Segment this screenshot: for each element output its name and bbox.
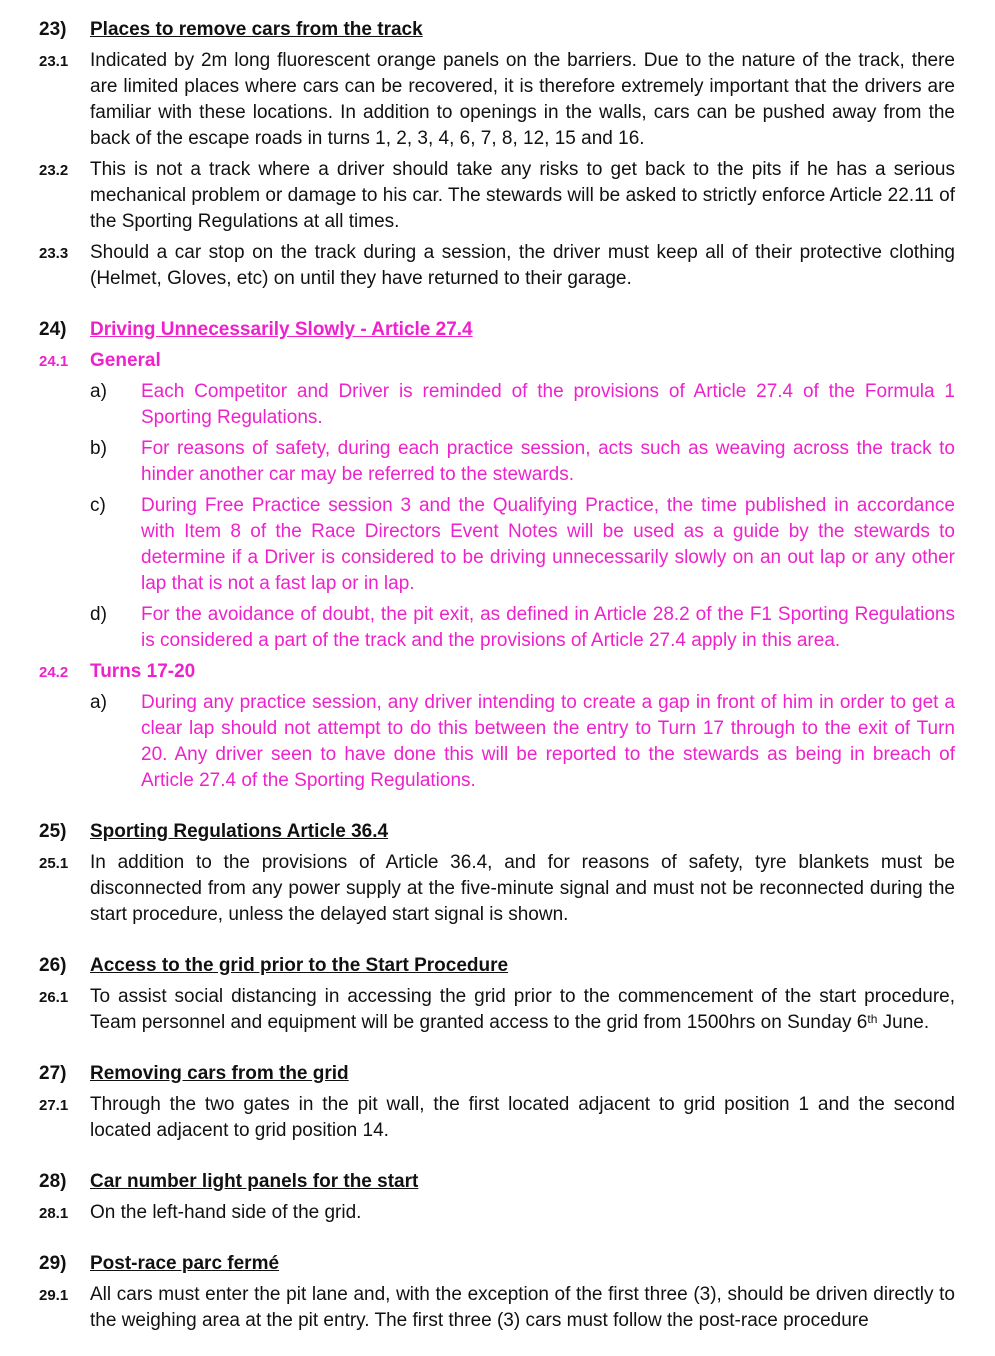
list-item-label: b) (90, 438, 107, 459)
section-header (0, 317, 995, 343)
list-item-text: Each Competitor and Driver is reminded of the provisions of Article 27.4 of the Formula 1 Sporting Regulations. (141, 381, 955, 428)
section-header (0, 1251, 995, 1277)
subsection-text: Should a car stop on the track during a session, the driver must keep all of their protective clothing (Helmet, Gloves, etc) on until they have returned to their garage. (90, 242, 955, 289)
list-item-label: a) (90, 692, 107, 713)
section-28 (0, 1169, 995, 1226)
list-item (0, 602, 995, 654)
list-item (0, 493, 995, 597)
subsection-title: Turns 17-20 (90, 661, 196, 682)
list-item (0, 436, 995, 488)
subsection-text-after: June. (877, 1012, 930, 1033)
list-item (0, 690, 995, 794)
subsection-27-1 (0, 1092, 995, 1144)
list-item-label: a) (90, 381, 107, 402)
subsection-number: 25.1 (39, 855, 69, 872)
section-number: 28) (39, 1171, 67, 1192)
subsection-text: All cars must enter the pit lane and, with the exception of the first three (3), should be driven directly to the weighing area at the pit entry. The first three (3) cars must follow the post-race procedure (90, 1284, 955, 1331)
section-header (0, 819, 995, 845)
subsection-26-1 (0, 984, 995, 1036)
subsection-number: 23.3 (39, 245, 69, 262)
section-24 (0, 317, 995, 794)
subsection-number: 27.1 (39, 1097, 69, 1114)
subsection-text: This is not a track where a driver should take any risks to get back to the pits if he has a serious mechanical problem or damage to his car. The stewards will be asked to strictly enforce Article 22.11 of the Sporting Regulations at all times. (90, 159, 955, 232)
subsection-23-3 (0, 240, 995, 292)
subsection-28-1 (0, 1200, 995, 1226)
section-header (0, 1169, 995, 1195)
list-item-text: During any practice session, any driver intending to create a gap in front of him in order to get a clear lap should not attempt to do this between the entry to Turn 17 through to the exit of Turn 20. Any driver seen to have done this will be reported to the stewards as being in breach of Article 27.4 of the Sporting Regulations. (141, 692, 955, 791)
list-item-text: For the avoidance of doubt, the pit exit, as defined in Article 28.2 of the F1 Sporting Regulations is considered a part of the track and the provisions of Article 27.4 apply in this area. (141, 604, 955, 651)
subsection-number: 23.1 (39, 53, 69, 70)
section-title: Access to the grid prior to the Start Procedure (90, 955, 509, 976)
subsection-text: Through the two gates in the pit wall, the first located adjacent to grid position 1 and the second located adjacent to grid position 14. (90, 1094, 955, 1141)
section-header (0, 17, 995, 43)
section-number: 25) (39, 821, 67, 842)
subsection-25-1 (0, 850, 995, 928)
subsection-number: 23.2 (39, 162, 69, 179)
subsection-text-main: To assist social distancing in accessing the grid prior to the commencement of the start procedure, Team personnel and equipment will be granted access to the grid from 1500hrs on Sunday 6 (90, 986, 955, 1033)
subsection-29-1 (0, 1282, 995, 1334)
section-title: Removing cars from the grid (90, 1063, 349, 1084)
subsection-number: 26.1 (39, 989, 69, 1006)
section-number: 24) (39, 319, 67, 340)
section-title: Places to remove cars from the track (90, 19, 423, 40)
subsection-number: 24.1 (39, 353, 69, 370)
section-number: 29) (39, 1253, 67, 1274)
section-27 (0, 1061, 995, 1144)
subsection-text (90, 984, 955, 1036)
section-29 (0, 1251, 995, 1334)
list-item-label: c) (90, 495, 106, 516)
subsection-23-1 (0, 48, 995, 152)
subsection-24-2 (0, 659, 995, 685)
section-header (0, 1061, 995, 1087)
list-item-text: For reasons of safety, during each practice session, acts such as weaving across the track to hinder another car may be referred to the stewards. (141, 438, 955, 485)
section-23 (0, 17, 995, 292)
section-number: 27) (39, 1063, 67, 1084)
section-title: Post-race parc fermé (90, 1253, 280, 1274)
section-number: 23) (39, 19, 67, 40)
subsection-number: 29.1 (39, 1287, 69, 1304)
subsection-number: 28.1 (39, 1205, 69, 1222)
subsection-number: 24.2 (39, 664, 69, 681)
section-header (0, 953, 995, 979)
subsection-text: Indicated by 2m long fluorescent orange panels on the barriers. Due to the nature of the track, there are limited places where cars can be recovered, it is therefore extremely important that the drivers are familiar with these locations. In addition to openings in the walls, cars can be pushed away from the back of the escape roads in turns 1, 2, 3, 4, 6, 7, 8, 12, 15 and 16. (90, 50, 955, 149)
section-title: Car number light panels for the start (90, 1171, 419, 1192)
subsection-title: General (90, 350, 161, 371)
subsection-23-2 (0, 157, 995, 235)
section-title: Driving Unnecessarily Slowly - Article 27.4 (90, 319, 473, 340)
section-number: 26) (39, 955, 67, 976)
section-25 (0, 819, 995, 928)
section-title: Sporting Regulations Article 36.4 (90, 821, 389, 842)
list-item-label: d) (90, 604, 107, 625)
list-item-text: During Free Practice session 3 and the Qualifying Practice, the time published in accordance with Item 8 of the Race Directors Event Notes will be used as a guide by the stewards to determine if a Driver is considered to be driving unnecessarily slowly on an out lap or any other lap that is not a fast lap or in lap. (141, 495, 955, 594)
list-item (0, 379, 995, 431)
superscript: th (867, 1012, 878, 1026)
subsection-24-1 (0, 348, 995, 374)
subsection-text: On the left-hand side of the grid. (90, 1202, 362, 1223)
section-26 (0, 953, 995, 1036)
subsection-text: In addition to the provisions of Article 36.4, and for reasons of safety, tyre blankets must be disconnected from any power supply at the five-minute signal and must not be reconnected during the start procedure, unless the delayed start signal is shown. (90, 852, 955, 925)
